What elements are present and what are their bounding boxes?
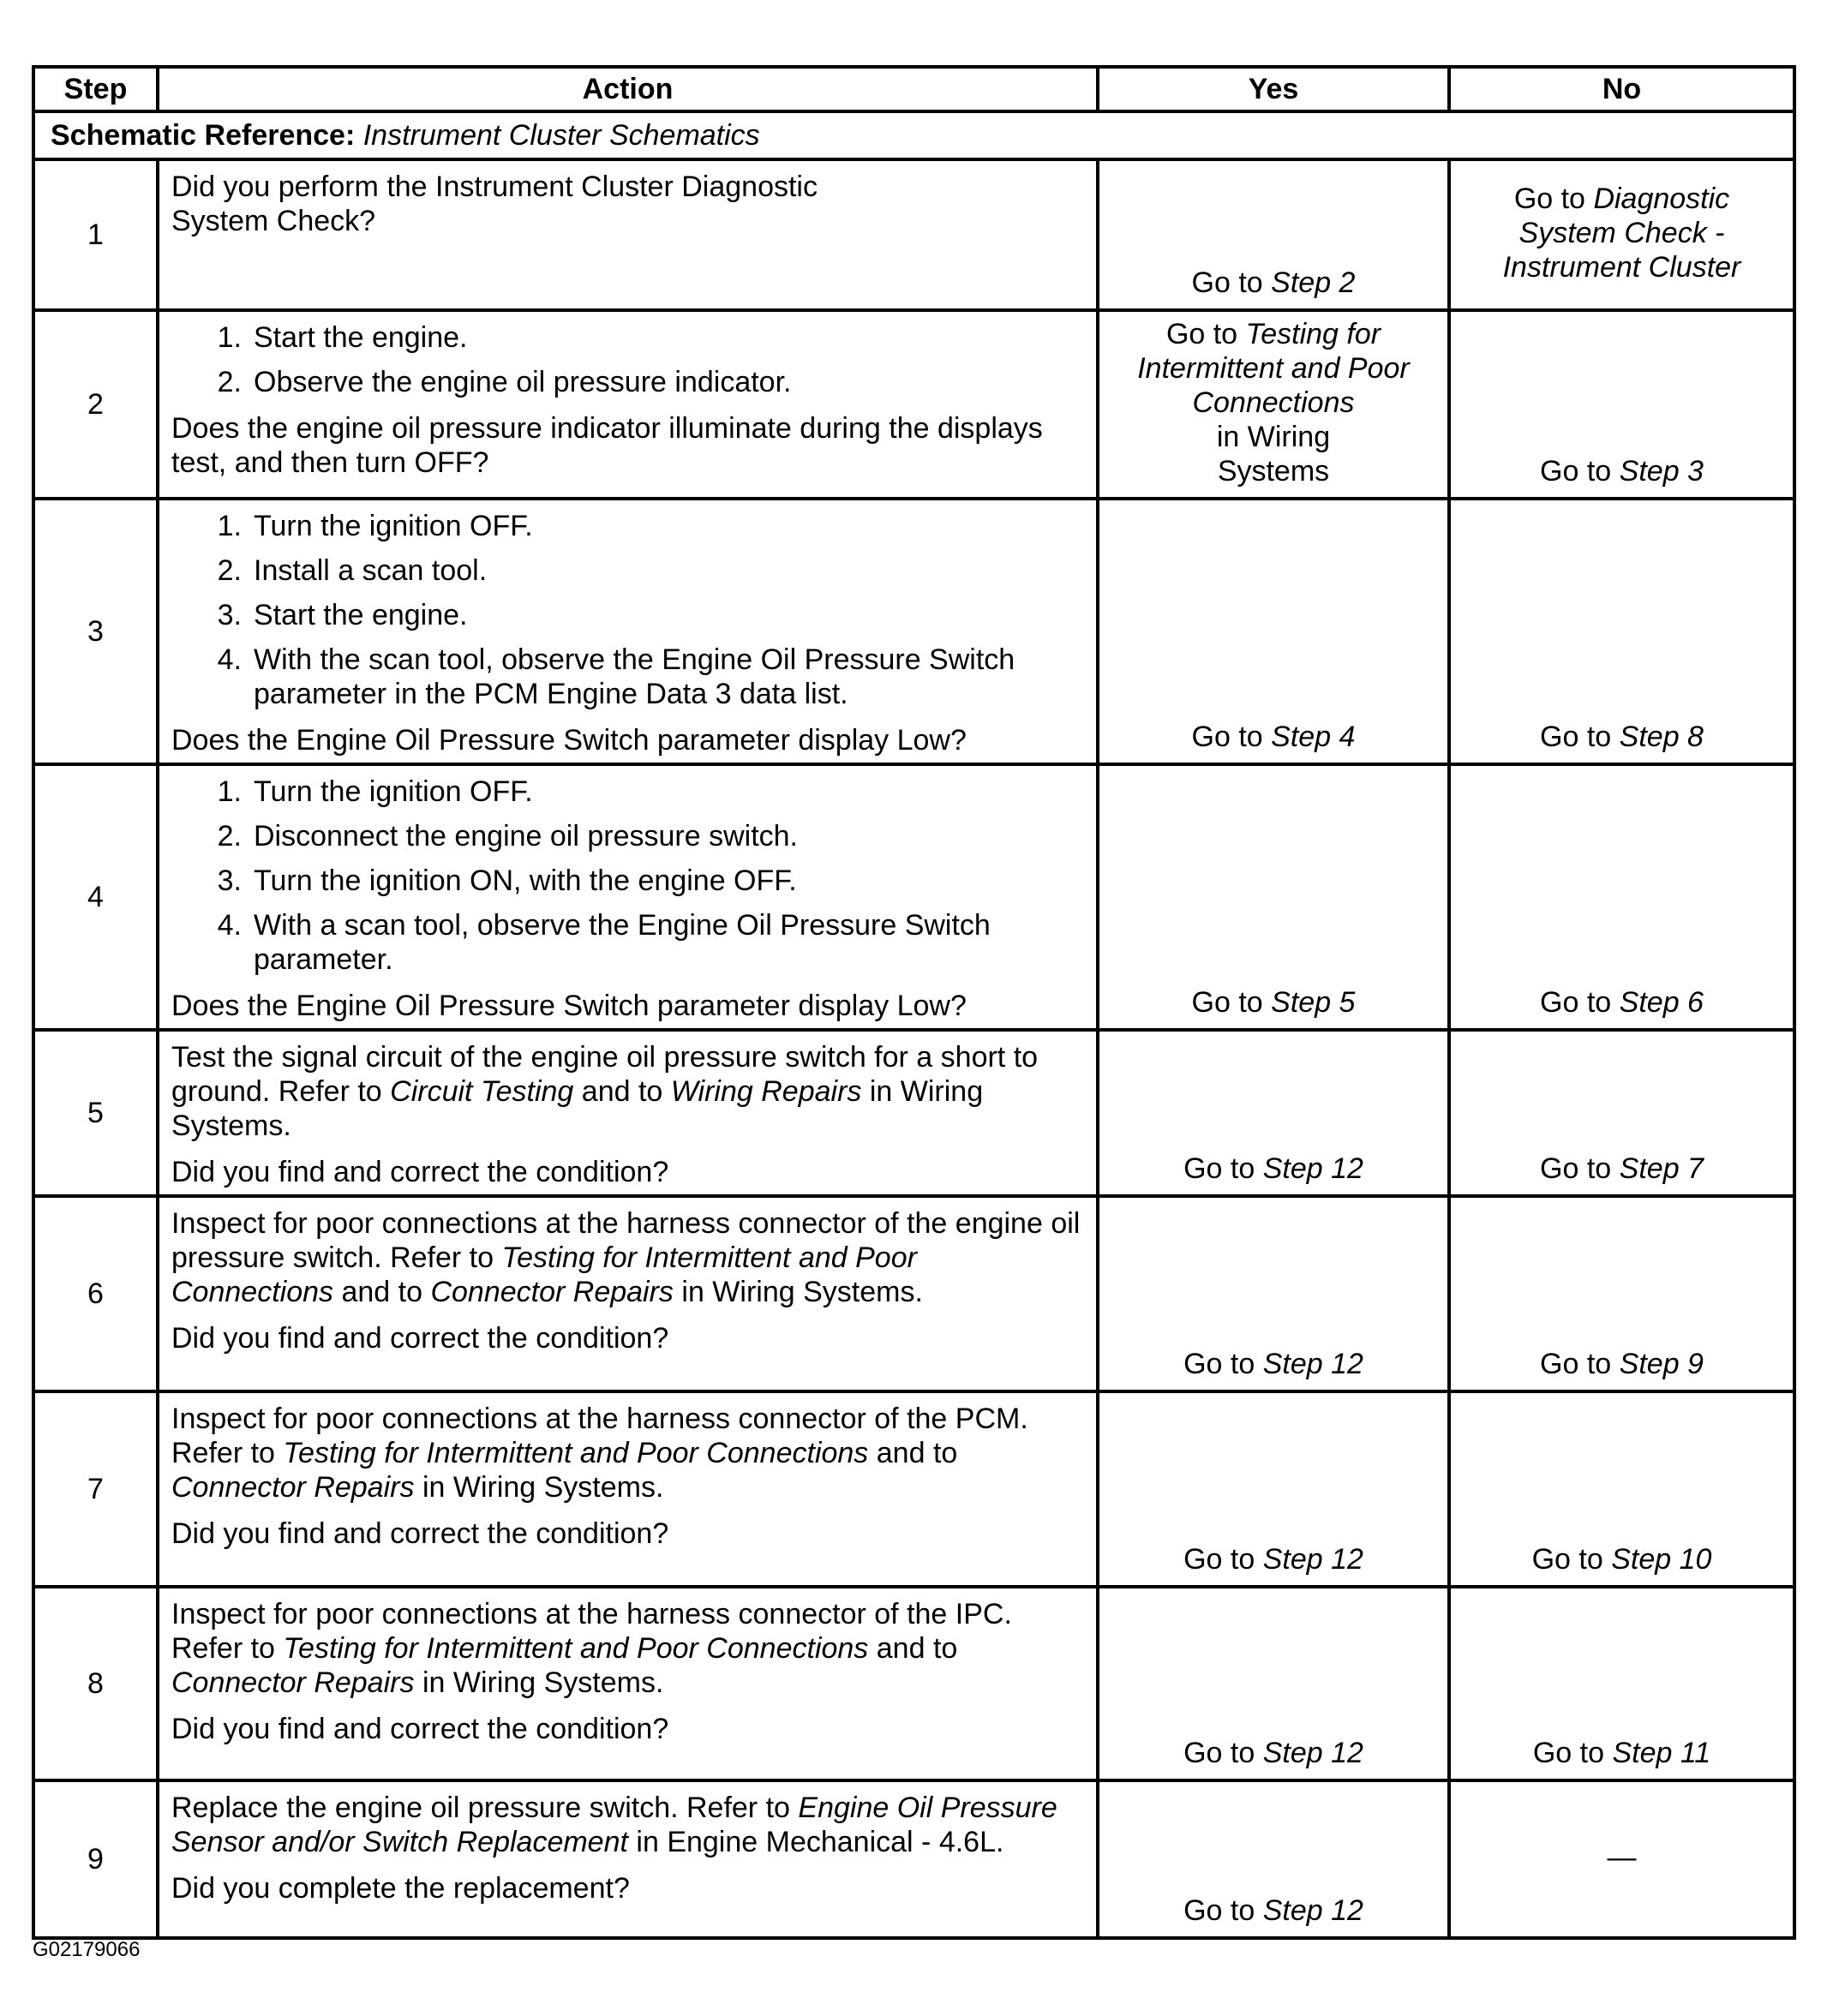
result-prefix: Go to [1513, 182, 1585, 215]
result-reference: Step 10 [1611, 1543, 1712, 1576]
action-list [171, 509, 1086, 711]
step-number: 5 [33, 1030, 158, 1196]
step-row-1 [33, 159, 1794, 310]
list-item: 3. Turn the ignition ON, with the engine OFF. [217, 864, 797, 897]
yes-result [1098, 1391, 1449, 1587]
step-action [158, 310, 1098, 499]
result-prefix: Go to [1183, 1894, 1255, 1927]
step-number: 4 [33, 764, 158, 1030]
step-row-6 [33, 1196, 1794, 1391]
figure-id: G02179066 [33, 1938, 141, 1961]
no-result [1449, 1780, 1794, 1938]
step-row-5 [33, 1030, 1794, 1196]
action-question: Did you find and correct the condition? [171, 1713, 669, 1745]
result-reference: Diagnostic System Check - Instrument Cluster [1502, 182, 1741, 284]
no-result [1449, 499, 1794, 764]
no-result [1449, 1030, 1794, 1196]
action-question: Did you find and correct the condition? [171, 1322, 669, 1355]
schematic-reference-row [33, 111, 1794, 159]
yes-result [1098, 1196, 1449, 1391]
result-reference: Step 6 [1619, 986, 1704, 1019]
result-reference: Step 7 [1619, 1152, 1704, 1185]
connector-repairs-reference: Connector Repairs [171, 1471, 415, 1504]
result-reference: Step 2 [1271, 266, 1356, 299]
step-action [158, 1196, 1098, 1391]
result-prefix: Go to [1191, 986, 1263, 1019]
testing-reference: Testing for Intermittent and Poor Connections [171, 1241, 917, 1308]
yes-result [1098, 499, 1449, 764]
step-action [158, 1391, 1098, 1587]
header-no: No [1449, 67, 1794, 111]
action-text: Test the signal circuit of the engine oil pressure switch for a short to ground. Refer to Circuit Testing and to Wiring Repairs in Wiring Systems. [171, 1041, 1039, 1142]
yes-result [1098, 1587, 1449, 1780]
header-row [33, 67, 1794, 111]
result-prefix: Go to [1191, 721, 1263, 753]
diagnostic-table [32, 65, 1796, 1940]
header-step: Step [33, 67, 158, 111]
result-prefix: Go to [1540, 455, 1612, 488]
no-result [1449, 1391, 1794, 1587]
result-prefix: Go to [1531, 1543, 1603, 1576]
result-prefix: Go to [1165, 318, 1238, 350]
list-item: 2. Install a scan tool. [217, 554, 488, 587]
result-prefix: Go to [1183, 1152, 1255, 1185]
result-prefix: Go to [1183, 1348, 1255, 1380]
schematic-reference-label: Schematic Reference: [51, 118, 356, 152]
step-row-7 [33, 1391, 1794, 1587]
step-action [158, 1030, 1098, 1196]
no-result [1449, 1196, 1794, 1391]
action-question: Did you find and correct the condition? [171, 1517, 669, 1550]
list-item: 1. Start the engine. [217, 321, 468, 354]
step-row-2 [33, 310, 1794, 499]
header-action: Action [158, 67, 1098, 111]
step-row-9 [33, 1780, 1794, 1938]
action-text: Replace the engine oil pressure switch. Refer to Engine Oil Pressure Sensor and/or Switch Replacement in Engine Mechanical - 4.6L. [171, 1792, 1057, 1858]
connector-repairs-reference: Connector Repairs [171, 1666, 415, 1699]
list-item: 1. Turn the ignition OFF. [217, 510, 533, 542]
result-prefix: Go to [1532, 1737, 1605, 1769]
yes-result [1098, 1780, 1449, 1938]
step-action [158, 159, 1098, 310]
step-action [158, 499, 1098, 764]
step-action [158, 1587, 1098, 1780]
connector-repairs-reference: Connector Repairs [430, 1276, 674, 1308]
result-reference: Step 12 [1262, 1152, 1363, 1185]
wiring-repairs-reference: Wiring Repairs [670, 1075, 862, 1108]
yes-result [1098, 764, 1449, 1030]
no-result [1449, 1587, 1794, 1780]
step-row-3 [33, 499, 1794, 764]
action-text: Inspect for poor connections at the harness connector of the PCM. Refer to Testing for Intermittent and Poor Connections and to Connector Repairs in Wiring Systems. [171, 1403, 1028, 1504]
no-result [1449, 310, 1794, 499]
testing-reference: Testing for Intermittent and Poor Connections [283, 1437, 869, 1469]
step-number: 6 [33, 1196, 158, 1391]
result-reference: Step 12 [1262, 1543, 1363, 1576]
action-text: Inspect for poor connections at the harness connector of the IPC. Refer to Testing for Intermittent and Poor Connections and to Connector Repairs in Wiring Systems. [171, 1598, 1012, 1699]
header-yes: Yes [1098, 67, 1449, 111]
action-question: Does the Engine Oil Pressure Switch parameter display Low? [171, 990, 967, 1022]
result-prefix: Go to [1183, 1543, 1255, 1576]
result-reference: Step 9 [1619, 1348, 1704, 1380]
step-number: 3 [33, 499, 158, 764]
step-number: 8 [33, 1587, 158, 1780]
step-action [158, 764, 1098, 1030]
action-question: Does the Engine Oil Pressure Switch parameter display Low? [171, 724, 967, 757]
result-reference: Step 5 [1271, 986, 1356, 1019]
step-row-4 [33, 764, 1794, 1030]
action-question: Did you complete the replacement? [171, 1872, 630, 1905]
result-reference: Step 12 [1262, 1737, 1363, 1769]
action-question: Did you find and correct the condition? [171, 1156, 669, 1188]
list-item: 3. Start the engine. [217, 599, 468, 631]
action-question: Did you perform the Instrument Cluster Diagnostic System Check? [171, 170, 818, 237]
yes-result [1098, 1030, 1449, 1196]
yes-result [1098, 310, 1449, 499]
result-reference: Step 12 [1262, 1348, 1363, 1380]
result-prefix: Go to [1540, 1152, 1612, 1185]
result-reference: Step 8 [1619, 721, 1704, 753]
step-number: 1 [33, 159, 158, 310]
step-number: 9 [33, 1780, 158, 1938]
replacement-reference: Engine Oil Pressure Sensor and/or Switch Replacement [171, 1792, 1057, 1858]
action-list [171, 320, 1086, 399]
testing-reference: Testing for Intermittent and Poor Connections [283, 1632, 869, 1665]
result-reference: Step 4 [1271, 721, 1356, 753]
list-item: 1. Turn the ignition OFF. [217, 775, 533, 808]
step-number: 7 [33, 1391, 158, 1587]
action-question: Does the engine oil pressure indicator illuminate during the displays test, and then turn OFF? [171, 412, 1043, 479]
action-text: Inspect for poor connections at the harness connector of the engine oil pressure switch. Refer to Testing for Intermittent and Poor Connections and to Connector Repairs in Wiring Systems. [171, 1207, 1081, 1308]
circuit-testing-reference: Circuit Testing [390, 1075, 574, 1108]
result-suffix: in Wiring Systems [1216, 421, 1331, 488]
result-prefix: Go to [1540, 986, 1612, 1019]
result-prefix: Go to [1540, 1348, 1612, 1380]
schematic-reference-link: Instrument Cluster Schematics [362, 118, 760, 152]
list-item: 4. With the scan tool, observe the Engine Oil Pressure Switch parameter in the PCM Engine Data 3 data list. [217, 643, 1015, 710]
list-item: 2. Observe the engine oil pressure indicator. [217, 366, 792, 398]
result-prefix: Go to [1191, 266, 1263, 299]
no-result-dash: — [1607, 1841, 1637, 1874]
step-row-8 [33, 1587, 1794, 1780]
list-item: 4. With a scan tool, observe the Engine Oil Pressure Switch parameter. [217, 909, 991, 976]
result-prefix: Go to [1540, 721, 1612, 753]
yes-result [1098, 159, 1449, 310]
no-result [1449, 764, 1794, 1030]
result-reference: Step 11 [1612, 1737, 1711, 1769]
no-result [1449, 159, 1794, 310]
step-number: 2 [33, 310, 158, 499]
result-reference: Testing for Intermittent and Poor Connections [1137, 318, 1410, 419]
result-reference: Step 12 [1262, 1894, 1363, 1927]
result-prefix: Go to [1183, 1737, 1255, 1769]
list-item: 2. Disconnect the engine oil pressure switch. [217, 820, 798, 852]
result-reference: Step 3 [1619, 455, 1704, 488]
action-list [171, 775, 1086, 977]
step-action [158, 1780, 1098, 1938]
